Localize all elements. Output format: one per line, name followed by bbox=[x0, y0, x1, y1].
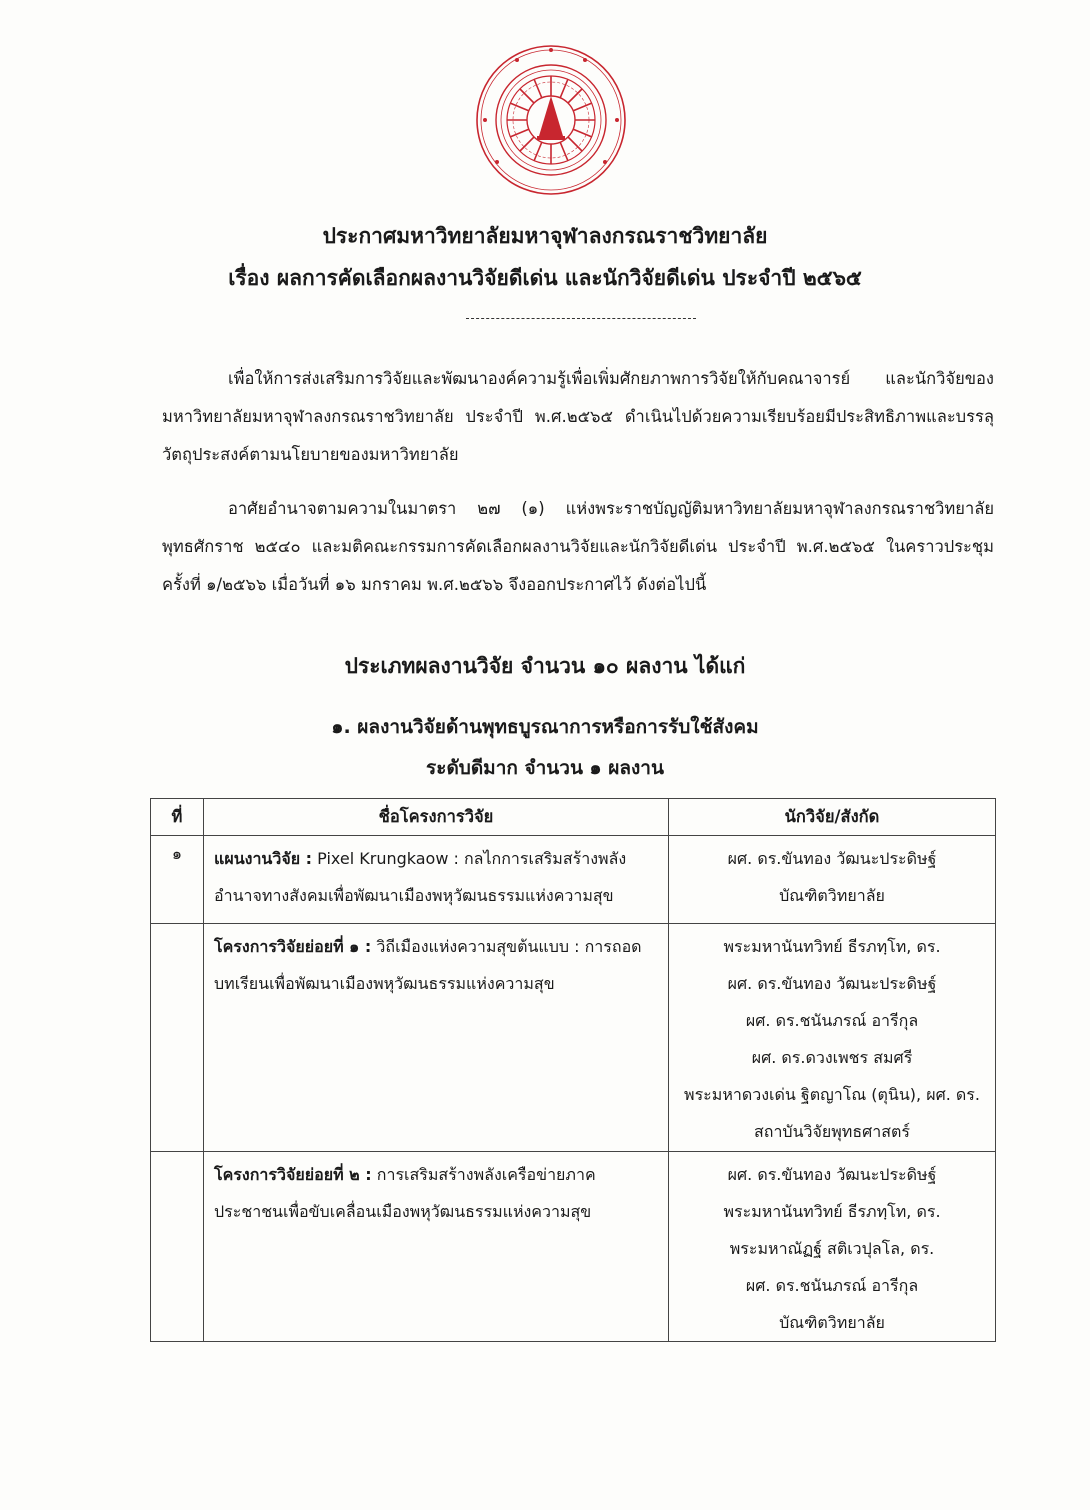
row-number bbox=[151, 1152, 204, 1342]
project-title bbox=[204, 1152, 669, 1342]
header-title: ชื่อโครงการวิจัย bbox=[204, 799, 669, 836]
project-label: โครงการวิจัยย่อยที่ ๒ : bbox=[214, 1165, 372, 1184]
project-name: การเสริมสร้างพลังเครือข่ายภาคประชาชนเพื่อขับเคลื่อนเมืองพหุวัฒนธรรมแห่งความสุข bbox=[214, 1165, 596, 1221]
row-number: ๑ bbox=[151, 836, 204, 924]
table-row bbox=[151, 836, 996, 924]
document-subject: เรื่อง ผลการคัดเลือกผลงานวิจัยดีเด่น และนักวิจัยดีเด่น ประจำปี ๒๕๖๕ bbox=[228, 266, 862, 290]
project-title bbox=[204, 836, 669, 924]
project-name: Pixel Krungkaow : กลไกการเสริมสร้างพลังอำนาจทางสังคมเพื่อพัฒนาเมืองพหุวัฒนธรรมแห่งความสุข bbox=[214, 849, 627, 905]
university-seal-icon bbox=[473, 36, 629, 204]
researcher: ผศ. ดร.ขันทอง วัฒนะประดิษฐ์ bbox=[727, 1165, 937, 1184]
researcher-list bbox=[669, 924, 996, 1152]
authority-paragraph: อาศัยอำนาจตามความในมาตรา ๒๗ (๑) แห่งพระราชบัญญัติมหาวิทยาลัยมหาจุฬาลงกรณราชวิทยาลัย พุทธศักราช ๒๕๔๐ และมติคณะกรรมการคัดเลือกผลงานวิจัยและนักวิจัยดีเด่น ประจำปี พ.ศ.๒๕๖๕ ในคราวประชุม ครั้งที่ ๑/๒๕๖๖ เมื่อวันที่ ๑๖ มกราคม พ.ศ.๒๕๖๖ จึงออกประกาศไว้ ดังต่อไปนี้ bbox=[162, 499, 994, 594]
researcher: พระมหาดวงเด่น ฐิตญาโณ (ตุนิน), ผศ. ดร. bbox=[684, 1085, 980, 1104]
research-table bbox=[150, 798, 996, 1342]
researcher: ผศ. ดร.ชนันภรณ์ อารีกุล bbox=[745, 1276, 919, 1295]
project-title bbox=[204, 924, 669, 1152]
header-researcher: นักวิจัย/สังกัด bbox=[669, 799, 996, 836]
header-no: ที่ bbox=[151, 799, 204, 836]
researcher: ผศ. ดร.ขันทอง วัฒนะประดิษฐ์ bbox=[727, 849, 937, 868]
section-level: ระดับดีมาก จำนวน ๑ ผลงาน bbox=[426, 757, 664, 779]
researcher: พระมหานันทวิทย์ ธีรภทฺโท, ดร. bbox=[723, 1202, 941, 1221]
researcher: พระมหาณัฏฐ์ สติเวปุลโล, ดร. bbox=[729, 1239, 935, 1258]
section-subheading: ๑. ผลงานวิจัยด้านพุทธบูรณาการหรือการรับใช้สังคม bbox=[331, 716, 759, 738]
researcher: ผศ. ดร.ดวงเพชร สมศรี bbox=[751, 1048, 913, 1067]
affiliation: สถาบันวิจัยพุทธศาสตร์ bbox=[753, 1122, 910, 1141]
project-label: แผนงานวิจัย : bbox=[214, 849, 313, 868]
affiliation: บัณฑิตวิทยาลัย bbox=[779, 886, 885, 905]
table-row bbox=[151, 1152, 996, 1342]
researcher: ผศ. ดร.ขันทอง วัฒนะประดิษฐ์ bbox=[727, 974, 937, 993]
researcher-list bbox=[669, 1152, 996, 1342]
project-label: โครงการวิจัยย่อยที่ ๑ : bbox=[214, 937, 372, 956]
table-header-row bbox=[151, 799, 996, 836]
affiliation: บัณฑิตวิทยาลัย bbox=[779, 1313, 885, 1332]
table-row bbox=[151, 924, 996, 1152]
row-number bbox=[151, 924, 204, 1152]
section-heading: ประเภทผลงานวิจัย จำนวน ๑๐ ผลงาน ได้แก่ bbox=[344, 654, 746, 678]
researcher-list bbox=[669, 836, 996, 924]
intro-paragraph: เพื่อให้การส่งเสริมการวิจัยและพัฒนาองค์ความรู้เพื่อเพิ่มศักยภาพการวิจัยให้กับคณาจารย์ และนักวิจัยของมหาวิทยาลัยมหาจุฬาลงกรณราชวิทยาลัย ประจำปี พ.ศ.๒๕๖๕ ดำเนินไปด้วยความเรียบร้อยมีประสิทธิภาพและบรรลุวัตถุประสงค์ตามนโยบายของมหาวิทยาลัย bbox=[162, 369, 994, 464]
document-title: ประกาศมหาวิทยาลัยมหาจุฬาลงกรณราชวิทยาลัย bbox=[322, 224, 768, 248]
researcher: พระมหานันทวิทย์ ธีรภทฺโท, ดร. bbox=[723, 937, 941, 956]
project-name: วิถีเมืองแห่งความสุขต้นแบบ : การถอดบทเรียนเพื่อพัฒนาเมืองพหุวัฒนธรรมแห่งความสุข bbox=[214, 937, 642, 993]
title-divider bbox=[466, 318, 696, 319]
researcher: ผศ. ดร.ชนันภรณ์ อารีกุล bbox=[745, 1011, 919, 1030]
